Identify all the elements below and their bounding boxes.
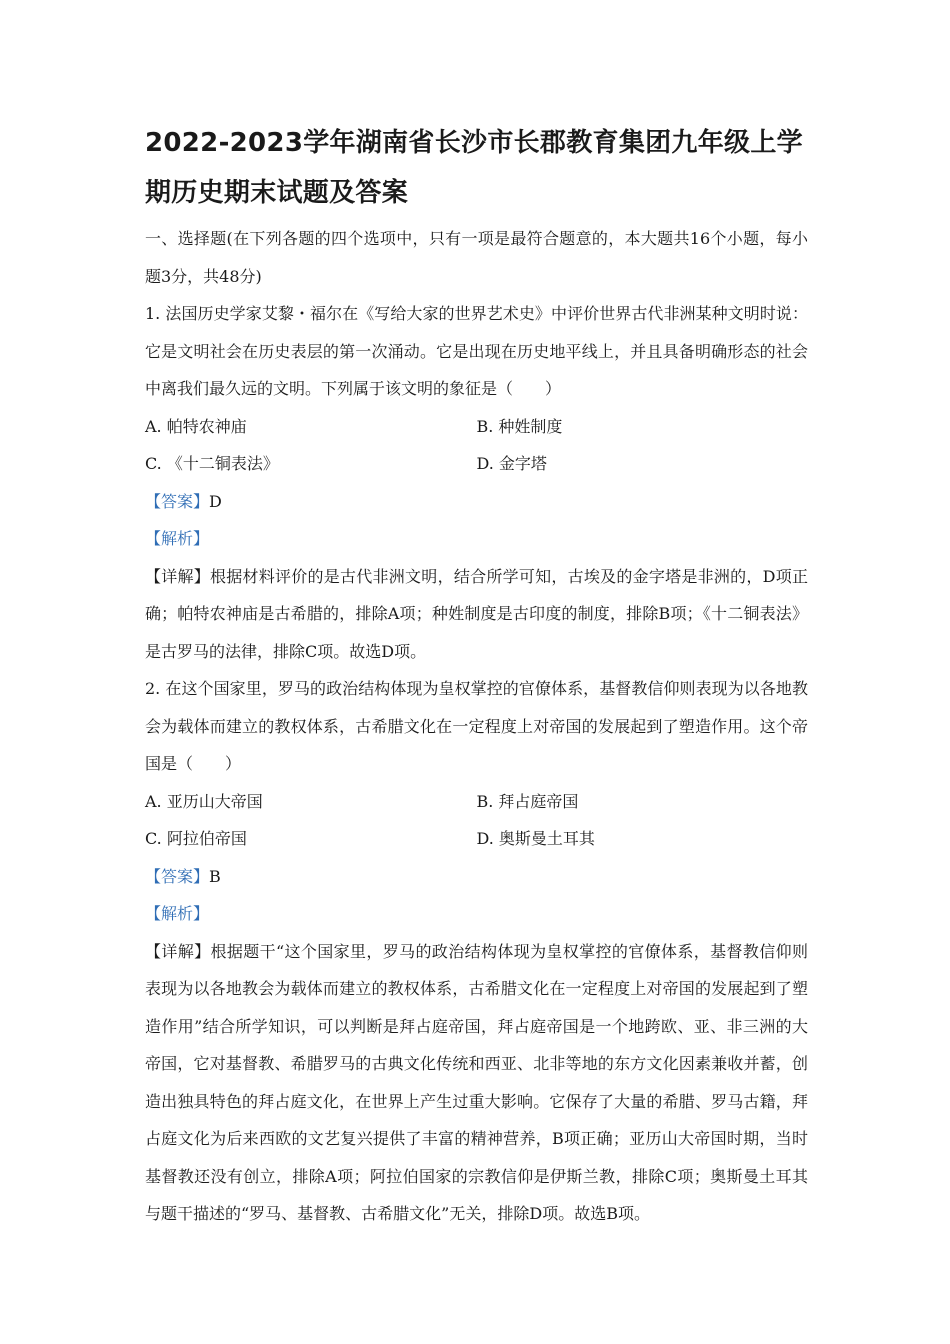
detail-tag: 【详解】 — [145, 941, 211, 961]
option-c: C. 《十二铜表法》 — [145, 454, 279, 473]
options-row — [145, 408, 808, 446]
answer-tag: 【答案】 — [145, 491, 210, 511]
answer-value: B — [209, 866, 221, 886]
options-row — [145, 783, 808, 821]
detail-paragraph — [145, 933, 808, 1233]
section-heading: 一、选择题(在下列各题的四个选项中，只有一项是最符合题意的，本大题共16个小题，每小题3分，共48分) — [145, 229, 808, 286]
analysis-tag: 【解析】 — [145, 904, 210, 923]
option-b: B. 拜占庭帝国 — [476, 791, 579, 811]
options-row — [145, 820, 808, 858]
answer-line — [145, 483, 808, 521]
answer-value: D — [209, 491, 222, 511]
detail-text: 根据材料评价的是古代非洲文明，结合所学可知，古埃及的金字塔是非洲的，D项正确；帕特农神庙是古希腊的，排除A项；种姓制度是古印度的制度，排除B项；《十二铜表法》是古罗马的法律，排除C项。故选D项。 — [145, 566, 808, 661]
question-1 — [145, 295, 808, 670]
option-a: A. 帕特农神庙 — [145, 416, 247, 436]
option-b: B. 种姓制度 — [476, 416, 563, 436]
answer-tag: 【答案】 — [145, 866, 210, 886]
option-d: D. 金字塔 — [476, 454, 547, 473]
document-title: 2022-2023学年湖南省长沙市长郡教育集团九年级上学期历史期末试题及答案 — [145, 128, 803, 208]
question-2 — [145, 670, 808, 1233]
analysis-tag: 【解析】 — [145, 529, 210, 548]
question-stem: 1. 法国历史学家艾黎・福尔在《写给大家的世界艺术史》中评价世界古代非洲某种文明时说：它是文明社会在历史表层的第一次涌动。它是出现在历史地平线上，并且具备明确形态的社会中离我们最久远的文明。下列属于该文明的象征是（ ） — [145, 304, 808, 398]
analysis-line — [145, 895, 808, 933]
detail-tag: 【详解】 — [145, 566, 211, 586]
options-row — [145, 445, 808, 483]
option-c: C. 阿拉伯帝国 — [145, 829, 247, 848]
analysis-line — [145, 520, 808, 558]
answer-line — [145, 858, 808, 896]
option-d: D. 奥斯曼土耳其 — [476, 829, 595, 848]
question-stem: 2. 在这个国家里，罗马的政治结构体现为皇权掌控的官僚体系，基督教信仰则表现为以各地教会为载体而建立的教权体系，古希腊文化在一定程度上对帝国的发展起到了塑造作用。这个帝国是（ ） — [145, 679, 808, 773]
detail-text: 根据题干“这个国家里，罗马的政治结构体现为皇权掌控的官僚体系，基督教信仰则表现为以各地教会为载体而建立的教权体系，古希腊文化在一定程度上对帝国的发展起到了塑造作用”结合所学知识，可以判断是拜占庭帝国，拜占庭帝国是一个地跨欧、亚、非三洲的大帝国，它对基督教、希腊罗马的古典文化传统和西亚、北非等地的东方文化因素兼收并蓄，创造出独具特色的拜占庭文化，在世界上产生过重大影响。它保存了大量的希腊、罗马古籍，拜占庭文化为后来西欧的文艺复兴提供了丰富的精神营养，B项正确；亚历山大帝国时期，当时基督教还没有创立，排除A项；阿拉伯国家的宗教信仰是伊斯兰教，排除C项；奥斯曼土耳其与题干描述的“罗马、基督教、古希腊文化”无关，排除D项。故选B项。 — [145, 941, 808, 1223]
option-a: A. 亚历山大帝国 — [145, 791, 263, 811]
detail-paragraph — [145, 558, 808, 671]
